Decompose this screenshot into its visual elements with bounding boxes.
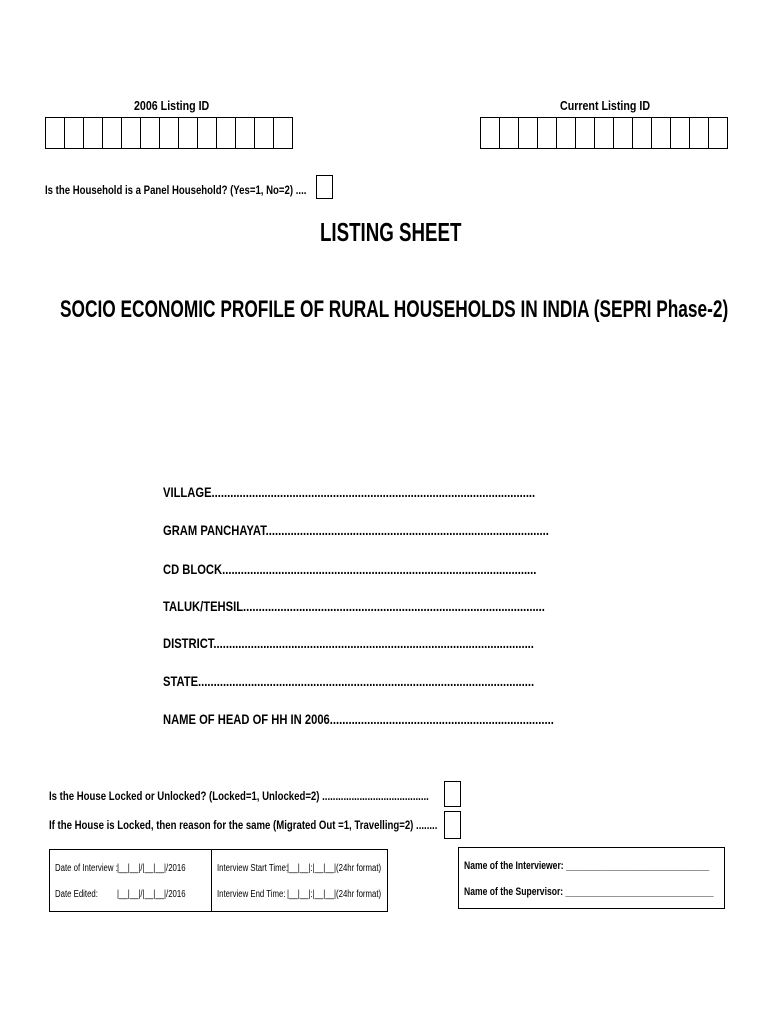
interview-end-time-label: Interview End Time: [217, 889, 286, 900]
interview-details-box [49, 849, 388, 912]
date-of-interview-label: Date of Interview : [55, 863, 118, 874]
interview-end-time-value[interactable]: |__|__|:|__|__|(24hr format) [287, 889, 382, 900]
field-village[interactable]: VILLAGE........................................................................................................ [163, 484, 536, 500]
interview-start-time-value[interactable]: |__|__|:|__|__|(24hr format) [287, 863, 382, 874]
panel-household-checkbox[interactable] [316, 175, 333, 199]
current-listing-id-label: Current Listing ID [560, 98, 651, 113]
field-head-of-hh[interactable]: NAME OF HEAD OF HH IN 2006........................................................................ [163, 711, 554, 727]
field-district[interactable]: DISTRICT....................................................................................................... [163, 635, 534, 651]
locked-question: Is the House Locked or Unlocked? (Locked=1, Unlocked=2) ........................................ [49, 789, 429, 803]
supervisor-name-field[interactable]: Name of the Supervisor: _______________________________ [464, 886, 714, 898]
locked-reason-question: If the House is Locked, then reason for the same (Migrated Out =1, Travelling=2) ........ [49, 818, 438, 832]
old-listing-id-boxes[interactable] [45, 117, 293, 149]
field-state[interactable]: STATE............................................................................................................ [163, 673, 535, 689]
page-subtitle: SOCIO ECONOMIC PROFILE OF RURAL HOUSEHOLDS IN INDIA (SEPRI Phase-2) [60, 296, 729, 323]
field-taluk-tehsil[interactable]: TALUK/TEHSIL................................................................................................. [163, 598, 545, 614]
field-cd-block[interactable]: CD BLOCK..................................................................................................... [163, 561, 537, 577]
interviewer-name-field[interactable]: Name of the Interviewer: ______________________________ [464, 860, 710, 872]
panel-household-question: Is the Household is a Panel Household? (Yes=1, No=2) .... [45, 183, 307, 197]
page-title: LISTING SHEET [320, 217, 462, 247]
field-gram-panchayat[interactable]: GRAM PANCHAYAT........................................................................................... [163, 522, 549, 538]
old-listing-id-label: 2006 Listing ID [134, 98, 210, 113]
date-edited-value[interactable]: |__|__|/|__|__|/2016 [117, 889, 186, 900]
locked-reason-checkbox[interactable] [444, 811, 461, 839]
interview-box-divider [211, 849, 212, 912]
date-of-interview-value[interactable]: |__|__|/|__|__|/2016 [117, 863, 186, 874]
interview-start-time-label: Interview Start Time: [217, 863, 289, 874]
current-listing-id-boxes[interactable] [480, 117, 728, 149]
locked-checkbox[interactable] [444, 781, 461, 807]
date-edited-label: Date Edited: [55, 889, 98, 900]
staff-details-box [458, 847, 725, 909]
